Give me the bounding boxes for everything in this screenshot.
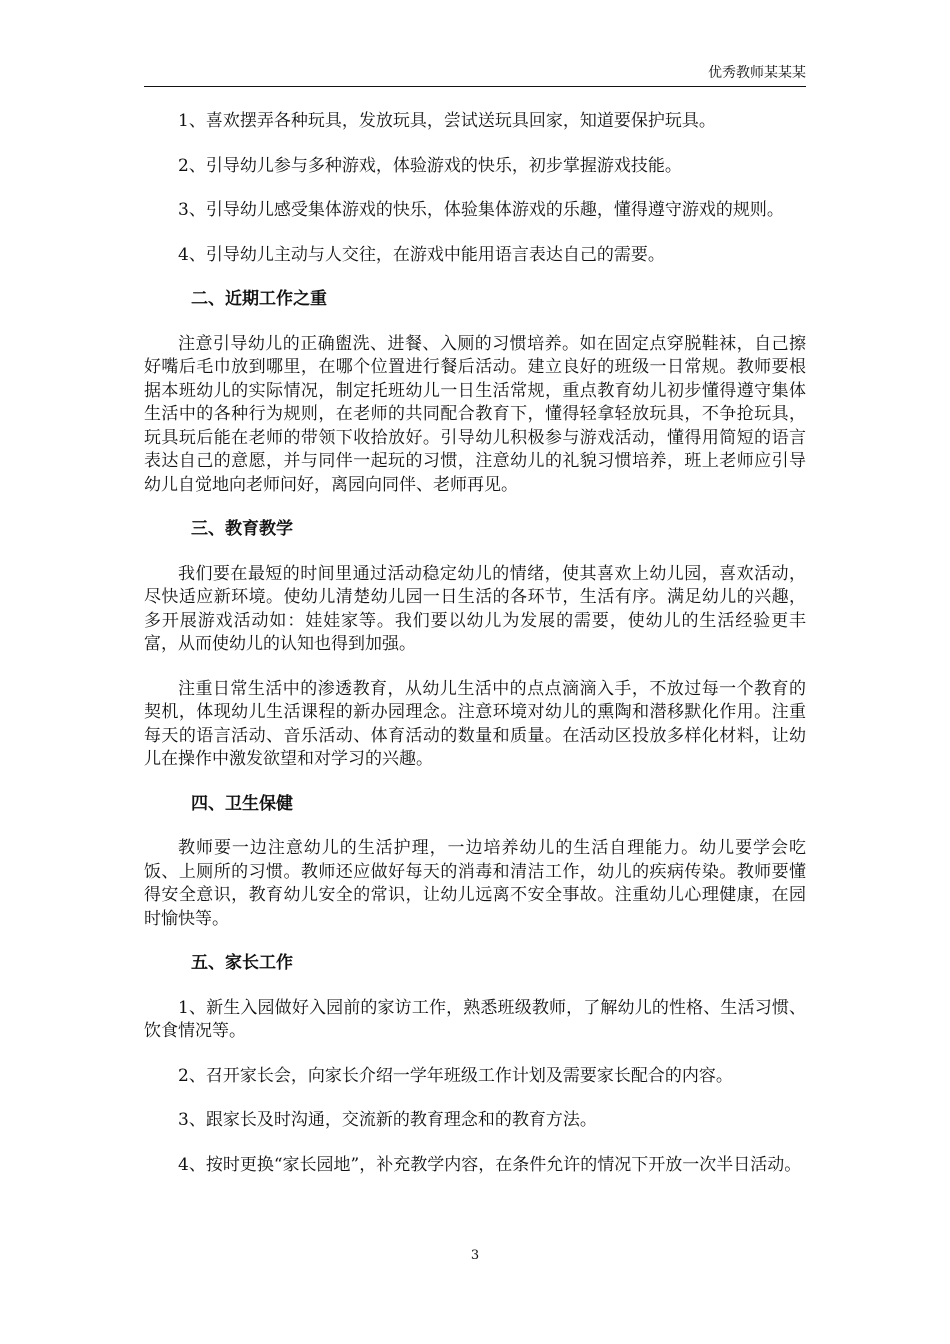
paragraph: 注意引导幼儿的正确盥洗、进餐、入厕的习惯培养。如在固定点穿脱鞋袜，自己擦好嘴后毛巾放到哪里，在哪个位置进行餐后活动。建立良好的班级一日常规。教师要根据本班幼儿的实际情况，制定托班幼儿一日生活常规，重点教育幼儿初步懂得遵守集体生活中的各种行为规则，在老师的共同配合教育下，懂得轻拿轻放玩具，不争抢玩具，玩具玩后能在老师的带领下收拾放好。引导幼儿积极参与游戏活动，懂得用简短的语言表达自己的意愿，并与同伴一起玩的习惯，注意幼儿的礼貌习惯培养，班上老师应引导幼儿自觉地向老师问好，离园向同伴、老师再见。 [144,333,806,495]
paragraph: 1、喜欢摆弄各种玩具，发放玩具，尝试送玩具回家，知道要保护玩具。 [178,111,716,131]
page-header [144,62,806,87]
section-heading: 三、教育教学 [191,519,293,539]
paragraph: 4、按时更换“家长园地”，补充教学内容，在条件允许的情况下开放一次半日活动。 [178,1154,802,1175]
paragraph: 教师要一边注意幼儿的生活护理，一边培养幼儿的生活自理能力。幼儿要学会吃饭、上厕所的习惯。教师还应做好每天的消毒和清洁工作，幼儿的疾病传染。教师要懂得安全意识，教育幼儿安全的常识，让幼儿远离不安全事故。注重幼儿心理健康，在园时愉快等。 [144,838,806,929]
header-title: 优秀教师某某某 [708,65,806,81]
paragraph: 2、引导幼儿参与多种游戏，体验游戏的快乐，初步掌握游戏技能。 [178,155,682,176]
paragraph: 2、召开家长会，向家长介绍一学年班级工作计划及需要家长配合的内容。 [178,1065,733,1086]
paragraph: 4、引导幼儿主动与人交往，在游戏中能用语言表达自己的需要。 [178,244,665,265]
paragraph: 我们要在最短的时间里通过活动稳定幼儿的情绪，使其喜欢上幼儿园，喜欢活动，尽快适应新环境。使幼儿清楚幼儿园一日生活的各环节，生活有序。满足幼儿的兴趣，多开展游戏活动如：娃娃家等。我们要以幼儿为发展的需要，使幼儿的生活经验更丰富，从而使幼儿的认知也得到加强。 [144,563,806,654]
paragraph: 注重日常生活中的渗透教育，从幼儿生活中的点点滴滴入手，不放过每一个教育的契机，体现幼儿生活课程的新办园理念。注意环境对幼儿的熏陶和潜移默化作用。注重每天的语言活动、音乐活动、体育活动的数量和质量。在活动区投放多样化材料，让幼儿在操作中激发欲望和对学习的兴趣。 [144,678,806,769]
page-number: 3 [470,1248,480,1263]
paragraph: 3、跟家长及时沟通，交流新的教育理念和的教育方法。 [178,1110,597,1130]
document-body [144,110,806,1198]
section-heading: 二、近期工作之重 [191,289,327,309]
section-heading: 四、卫生保健 [191,793,293,814]
section-heading: 五、家长工作 [191,953,293,973]
paragraph: 3、引导幼儿感受集体游戏的快乐，体验集体游戏的乐趣，懂得遵守游戏的规则。 [178,200,784,220]
paragraph: 1、新生入园做好入园前的家访工作，熟悉班级教师，了解幼儿的性格、生活习惯、饮食情况等。 [144,997,806,1041]
